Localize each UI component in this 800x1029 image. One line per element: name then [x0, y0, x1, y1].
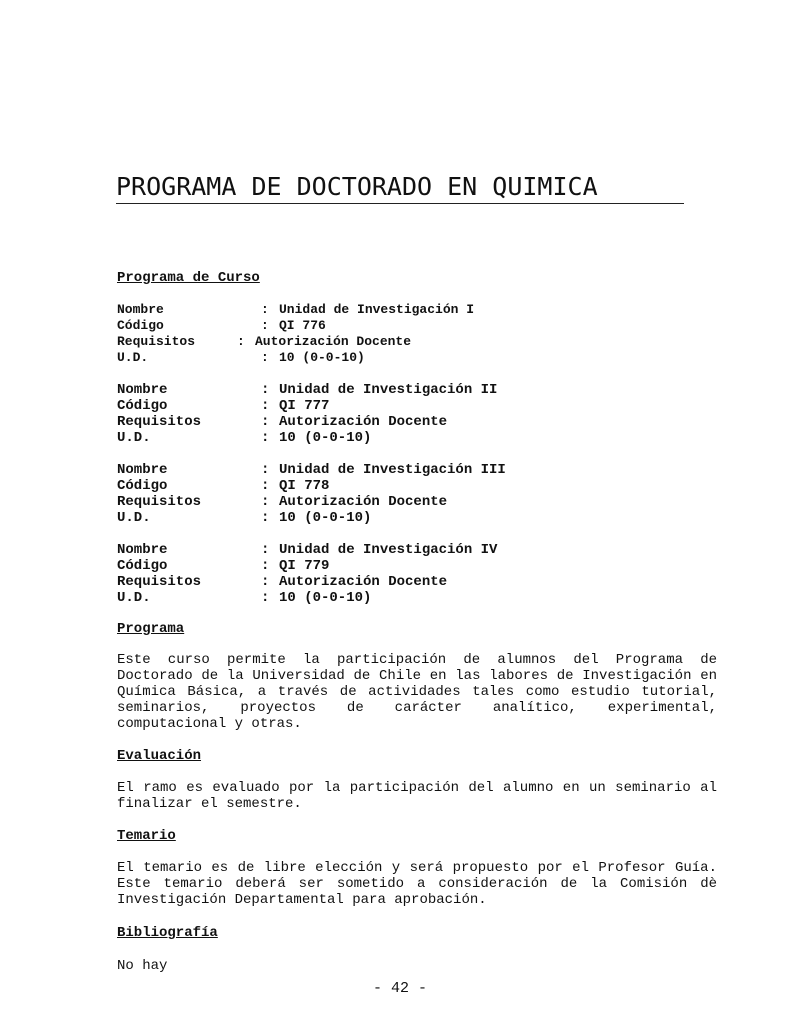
requisitos-value: Autorización Docente [279, 494, 448, 510]
course-block [117, 382, 717, 446]
requisitos-value: Autorización Docente [255, 334, 412, 349]
separator: : [261, 558, 270, 574]
codigo-value: QI 777 [279, 398, 330, 414]
requisitos-value: Autorización Docente [279, 574, 448, 590]
nombre-label: Nombre [117, 462, 168, 478]
requisitos-label: Requisitos [117, 334, 196, 349]
nombre-label: Nombre [117, 542, 168, 558]
separator: : [261, 478, 270, 494]
course-block [117, 302, 717, 366]
course-row-codigo [117, 478, 717, 494]
codigo-value: QI 779 [279, 558, 330, 574]
course-row-nombre [117, 462, 717, 478]
nombre-label: Nombre [117, 382, 168, 398]
course-block [117, 542, 717, 606]
codigo-value: QI 776 [279, 318, 326, 333]
course-row-requisitos [117, 334, 717, 350]
requisitos-value: Autorización Docente [279, 414, 448, 430]
nombre-value: Unidad de Investigación II [279, 382, 498, 398]
ud-label: U.D. [117, 430, 151, 446]
separator: : [261, 382, 270, 398]
codigo-label: Código [117, 558, 168, 574]
course-row-requisitos [117, 414, 717, 430]
nombre-label: Nombre [117, 302, 164, 317]
evaluacion-heading: Evaluación [117, 748, 202, 764]
separator: : [261, 430, 270, 446]
course-row-ud [117, 430, 717, 446]
page-number: - 42 - [372, 980, 427, 997]
course-row-nombre [117, 542, 717, 558]
requisitos-label: Requisitos [117, 574, 202, 590]
requisitos-label: Requisitos [117, 494, 202, 510]
programa-text: Este curso permite la participación de alumnos del Programa de Doctorado de la Universidad de Chile en las labores de Investigación en Química Básica, a través de actividades tales como estudio tutorial, seminarios, proyectos de carácter analítico, experimental, computacional y otras. [117, 652, 717, 732]
ud-label: U.D. [117, 510, 151, 526]
course-row-requisitos [117, 494, 717, 510]
course-block [117, 462, 717, 526]
codigo-label: Código [117, 398, 168, 414]
codigo-label: Código [117, 318, 164, 333]
programa-heading: Programa [117, 621, 185, 637]
ud-label: U.D. [117, 350, 149, 365]
course-row-requisitos [117, 574, 717, 590]
programa-de-curso-heading: Programa de Curso [117, 270, 260, 286]
ud-value: 10 (0-0-10) [279, 590, 372, 606]
separator: : [261, 542, 270, 558]
separator: : [261, 414, 270, 430]
course-list [117, 302, 717, 622]
codigo-value: QI 778 [279, 478, 330, 494]
nombre-value: Unidad de Investigación III [279, 462, 506, 478]
course-row-nombre [117, 302, 717, 318]
course-row-nombre [117, 382, 717, 398]
evaluacion-text: El ramo es evaluado por la participación del alumno en un seminario al finalizar el semestre. [117, 780, 717, 812]
page-title: PROGRAMA DE DOCTORADO EN QUIMICA [116, 172, 684, 204]
ud-value: 10 (0-0-10) [279, 350, 365, 365]
separator: : [261, 302, 269, 317]
nombre-value: Unidad de Investigación I [279, 302, 475, 317]
ud-label: U.D. [117, 590, 151, 606]
separator: : [261, 350, 269, 365]
nombre-value: Unidad de Investigación IV [279, 542, 498, 558]
temario-heading: Temario [117, 828, 176, 844]
course-row-ud [117, 350, 717, 366]
requisitos-label: Requisitos [117, 414, 202, 430]
temario-text: El temario es de libre elección y será propuesto por el Profesor Guía. Este temario deberá ser sometido a consideración de la Comisión dè Investigación Departamental para aprobación. [117, 860, 717, 908]
course-row-ud [117, 510, 717, 526]
separator: : [261, 318, 269, 333]
course-row-codigo [117, 558, 717, 574]
separator: : [261, 398, 270, 414]
separator: : [261, 574, 270, 590]
bibliografia-text: No hay [117, 958, 168, 974]
separator: : [261, 590, 270, 606]
ud-value: 10 (0-0-10) [279, 510, 372, 526]
separator: : [261, 510, 270, 526]
bibliografia-heading: Bibliografía [117, 925, 218, 941]
separator: : [261, 494, 270, 510]
ud-value: 10 (0-0-10) [279, 430, 372, 446]
course-row-codigo [117, 398, 717, 414]
separator: : [261, 462, 270, 478]
course-row-ud [117, 590, 717, 606]
codigo-label: Código [117, 478, 168, 494]
course-row-codigo [117, 318, 717, 334]
separator: : [237, 334, 245, 349]
